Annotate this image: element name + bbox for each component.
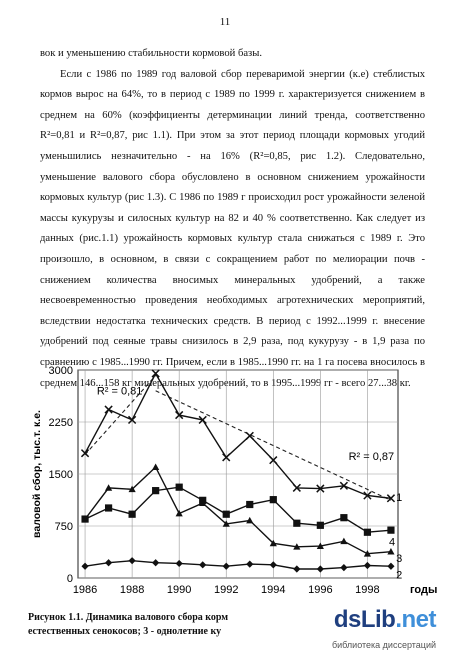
watermark-subtitle: библиотека диссертаций bbox=[331, 640, 436, 650]
data-point bbox=[293, 520, 300, 527]
y-tick-label: 750 bbox=[54, 521, 73, 533]
series-label: 1 bbox=[396, 491, 403, 504]
data-point bbox=[387, 563, 394, 570]
y-axis-label: валовой сбор, тыс.т. к.е. bbox=[31, 410, 43, 538]
figure-1-1 bbox=[0, 358, 450, 608]
data-point bbox=[152, 559, 159, 566]
watermark-logo bbox=[318, 606, 436, 634]
data-point bbox=[152, 463, 159, 469]
data-point bbox=[246, 561, 253, 568]
data-point bbox=[81, 563, 88, 570]
data-point bbox=[176, 484, 183, 491]
data-point bbox=[317, 565, 324, 572]
data-point bbox=[246, 501, 253, 508]
data-point bbox=[270, 561, 277, 568]
x-tick-label: 1988 bbox=[119, 584, 145, 596]
data-point bbox=[105, 406, 112, 413]
series-line bbox=[85, 487, 391, 532]
data-point bbox=[387, 527, 394, 534]
caption-line-1: Рисунок 1.1. Динамика валового сбора корм bbox=[28, 612, 229, 623]
page-number: 11 bbox=[219, 16, 231, 28]
data-point bbox=[223, 511, 230, 518]
trendline-label: R² = 0,87 bbox=[348, 451, 395, 464]
data-point bbox=[152, 487, 159, 494]
data-point bbox=[176, 560, 183, 567]
data-point bbox=[199, 497, 206, 504]
data-point bbox=[105, 559, 112, 566]
trendline-label: R² = 0,81 bbox=[96, 385, 143, 398]
data-point bbox=[364, 529, 371, 536]
y-tick-label: 3000 bbox=[48, 365, 73, 377]
x-tick-label: 1996 bbox=[308, 584, 333, 596]
watermark-logo-tld: .net bbox=[395, 606, 436, 633]
line-chart bbox=[0, 358, 450, 608]
body-text bbox=[40, 44, 425, 394]
data-point bbox=[340, 564, 347, 571]
data-point bbox=[223, 563, 230, 570]
data-point bbox=[199, 561, 206, 568]
caption-line-2: естественных сенокосов; 3 - однолетние ку bbox=[28, 626, 222, 637]
data-point bbox=[340, 538, 347, 544]
data-point bbox=[340, 514, 347, 521]
series-label: 2 bbox=[396, 569, 403, 582]
x-tick-label: 1998 bbox=[355, 584, 380, 596]
data-point bbox=[270, 496, 277, 503]
x-tick-label: 1992 bbox=[213, 584, 239, 596]
series-label: 4 bbox=[389, 536, 396, 549]
x-axis-label: годы bbox=[410, 584, 438, 596]
watermark bbox=[318, 606, 436, 662]
series-label: 3 bbox=[396, 552, 403, 565]
data-point bbox=[293, 565, 300, 572]
y-tick-label: 1500 bbox=[48, 469, 73, 481]
data-point bbox=[246, 517, 253, 523]
paragraph-continued: вок и уменьшению стабильности кормовой базы. bbox=[40, 48, 263, 59]
x-tick-label: 1990 bbox=[166, 584, 192, 596]
y-tick-label: 0 bbox=[66, 573, 73, 585]
x-tick-label: 1994 bbox=[261, 584, 286, 596]
data-point bbox=[317, 522, 324, 529]
data-point bbox=[129, 511, 136, 518]
figure-caption bbox=[28, 611, 348, 639]
data-point bbox=[105, 504, 112, 511]
x-tick-label: 1986 bbox=[72, 584, 98, 596]
data-point bbox=[81, 515, 88, 522]
data-point bbox=[364, 562, 371, 569]
y-tick-label: 2250 bbox=[48, 417, 73, 429]
watermark-logo-main: dsLib bbox=[333, 606, 396, 633]
paragraph-main: Если с 1986 по 1989 год валовой сбор переваримой энергии (к.е) стеблистых кормов вырос на 64%, то в период с 1989 по 1999 г. характеризуется снижением в среднем на 60% (коэффициенты детерминации линий тренда, соответственно R²=0,81 и R²=0,87, рис 1.1). При этом за этот период площади кормовых угодий уменьшились незначительно - на 16% (R²=0,85, рис 1.2). Следовательно, уменьшение валового сбора обусловлено в основном снижением урожайности кормовых культур (рис 1.3). С 1986 по 1989 г происходил рост урожайности зеленой массы кукурузы и силосных культур на 82 и 40 % соответственно. Как следует из данных (рис.1.1) урожайность кормовых культур стала снижаться с 1989 г. Это произошло, в основном, в связи с сокращением работ по мелиорации почв - снижением количества вносимых минеральных удобрений, а также несвоевременностью проведения необходимых агротехнических мероприятий, вследствии недостатка технических средств. В период с 1992...1999 г. внесение удобрений под сеяные травы снизилось в 2,9 раза, под кукурузу - в 1,9 раза по сравнению с 1985...1990 гг. Причем, если в 1985...1990 гг. на 1 га посева вносилось в среднем 146...158 кг минеральных удобрений, то в 1995...1999 гг - всего 27...38 кг. bbox=[40, 68, 425, 389]
data-point bbox=[129, 557, 136, 564]
